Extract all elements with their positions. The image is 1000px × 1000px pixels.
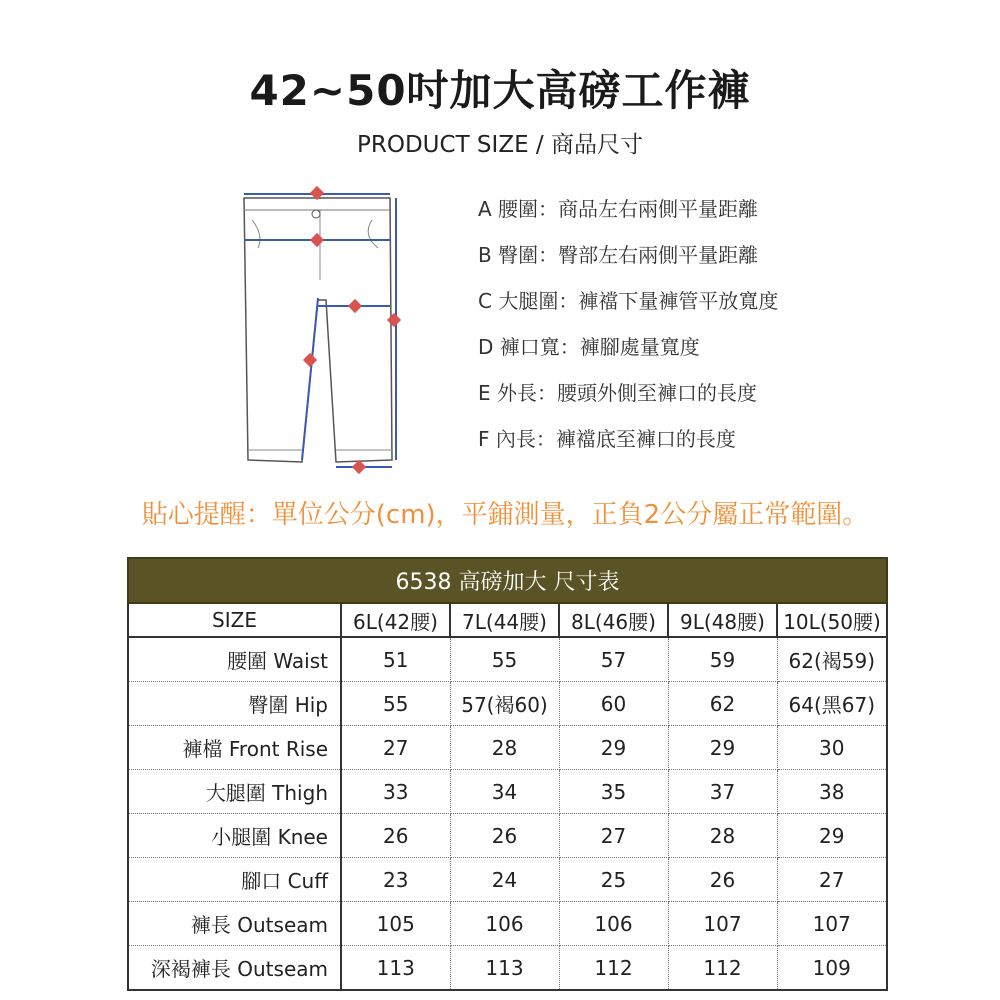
table-row [128,682,887,726]
table-cell: 34 [450,770,559,814]
table-cell: 55 [341,682,450,726]
table-row [128,858,887,902]
table-cell: 107 [668,902,777,946]
table-cell: 30 [777,726,887,770]
legend-d: D 褲口寬：褲腳處量寬度 [478,335,700,359]
waist-button [312,210,320,218]
header-10l: 10L(50腰) [777,603,887,637]
table-cell: 51 [341,637,450,682]
table-cell: 112 [559,946,668,991]
table-cell: 106 [450,902,559,946]
size-table-caption: 6538 高磅加大 尺寸表 [128,558,887,603]
size-table [127,557,888,991]
table-cell: 113 [450,946,559,991]
table-cell: 62 [668,682,777,726]
table-cell: 112 [668,946,777,991]
header-8l: 8L(46腰) [559,603,668,637]
row-label: 腰圍 Waist [128,637,341,682]
table-row [128,946,887,991]
table-cell: 107 [777,902,887,946]
legend-c: C 大腿圍：褲襠下量褲管平放寬度 [478,289,779,313]
measurement-legend [478,192,778,468]
legend-a: A 腰圍：商品左右兩側平量距離 [478,197,759,221]
header-9l: 9L(48腰) [668,603,777,637]
table-cell: 105 [341,902,450,946]
row-label: 臀圍 Hip [128,682,341,726]
header-7l: 7L(44腰) [450,603,559,637]
table-cell: 25 [559,858,668,902]
table-row [128,726,887,770]
table-cell: 29 [777,814,887,858]
legend-e: E 外長：腰頭外側至褲口的長度 [478,381,757,405]
table-cell: 26 [450,814,559,858]
measurement-notice: 貼心提醒：單位公分(cm)，平鋪測量，正負2公分屬正常範圍。 [141,500,869,530]
table-cell: 24 [450,858,559,902]
table-cell: 64(黑67) [777,682,887,726]
table-cell: 26 [668,858,777,902]
table-cell: 113 [341,946,450,991]
table-cell: 27 [777,858,887,902]
pants-measurement-diagram [232,180,412,480]
table-row [128,814,887,858]
table-cell: 57(褐60) [450,682,559,726]
table-cell: 23 [341,858,450,902]
row-label: 深褐褲長 Outseam [128,946,341,991]
legend-f: F 內長：褲襠底至褲口的長度 [478,427,736,451]
row-label: 褲檔 Front Rise [128,726,341,770]
table-cell: 55 [450,637,559,682]
row-label: 腳口 Cuff [128,858,341,902]
size-table-body [128,637,887,990]
table-cell: 27 [559,814,668,858]
table-cell: 28 [450,726,559,770]
page-title: 42~50吋加大高磅工作褲 [249,66,751,115]
table-row [128,770,887,814]
table-row [128,637,887,682]
size-table-header [128,603,887,637]
table-cell: 33 [341,770,450,814]
table-cell: 60 [559,682,668,726]
table-row [128,902,887,946]
table-cell: 109 [777,946,887,991]
table-cell: 57 [559,637,668,682]
table-cell: 27 [341,726,450,770]
header-size: SIZE [128,603,341,637]
table-cell: 38 [777,770,887,814]
table-cell: 28 [668,814,777,858]
table-cell: 59 [668,637,777,682]
row-label: 大腿圍 Thigh [128,770,341,814]
table-cell: 106 [559,902,668,946]
row-label: 小腿圍 Knee [128,814,341,858]
table-cell: 29 [668,726,777,770]
table-cell: 26 [341,814,450,858]
row-label: 褲長 Outseam [128,902,341,946]
table-cell: 37 [668,770,777,814]
header-6l: 6L(42腰) [341,603,450,637]
table-cell: 29 [559,726,668,770]
table-cell: 35 [559,770,668,814]
table-cell: 62(褐59) [777,637,887,682]
legend-b: B 臀圍：臀部左右兩側平量距離 [478,243,759,267]
page-subtitle: PRODUCT SIZE / 商品尺寸 [357,132,643,158]
